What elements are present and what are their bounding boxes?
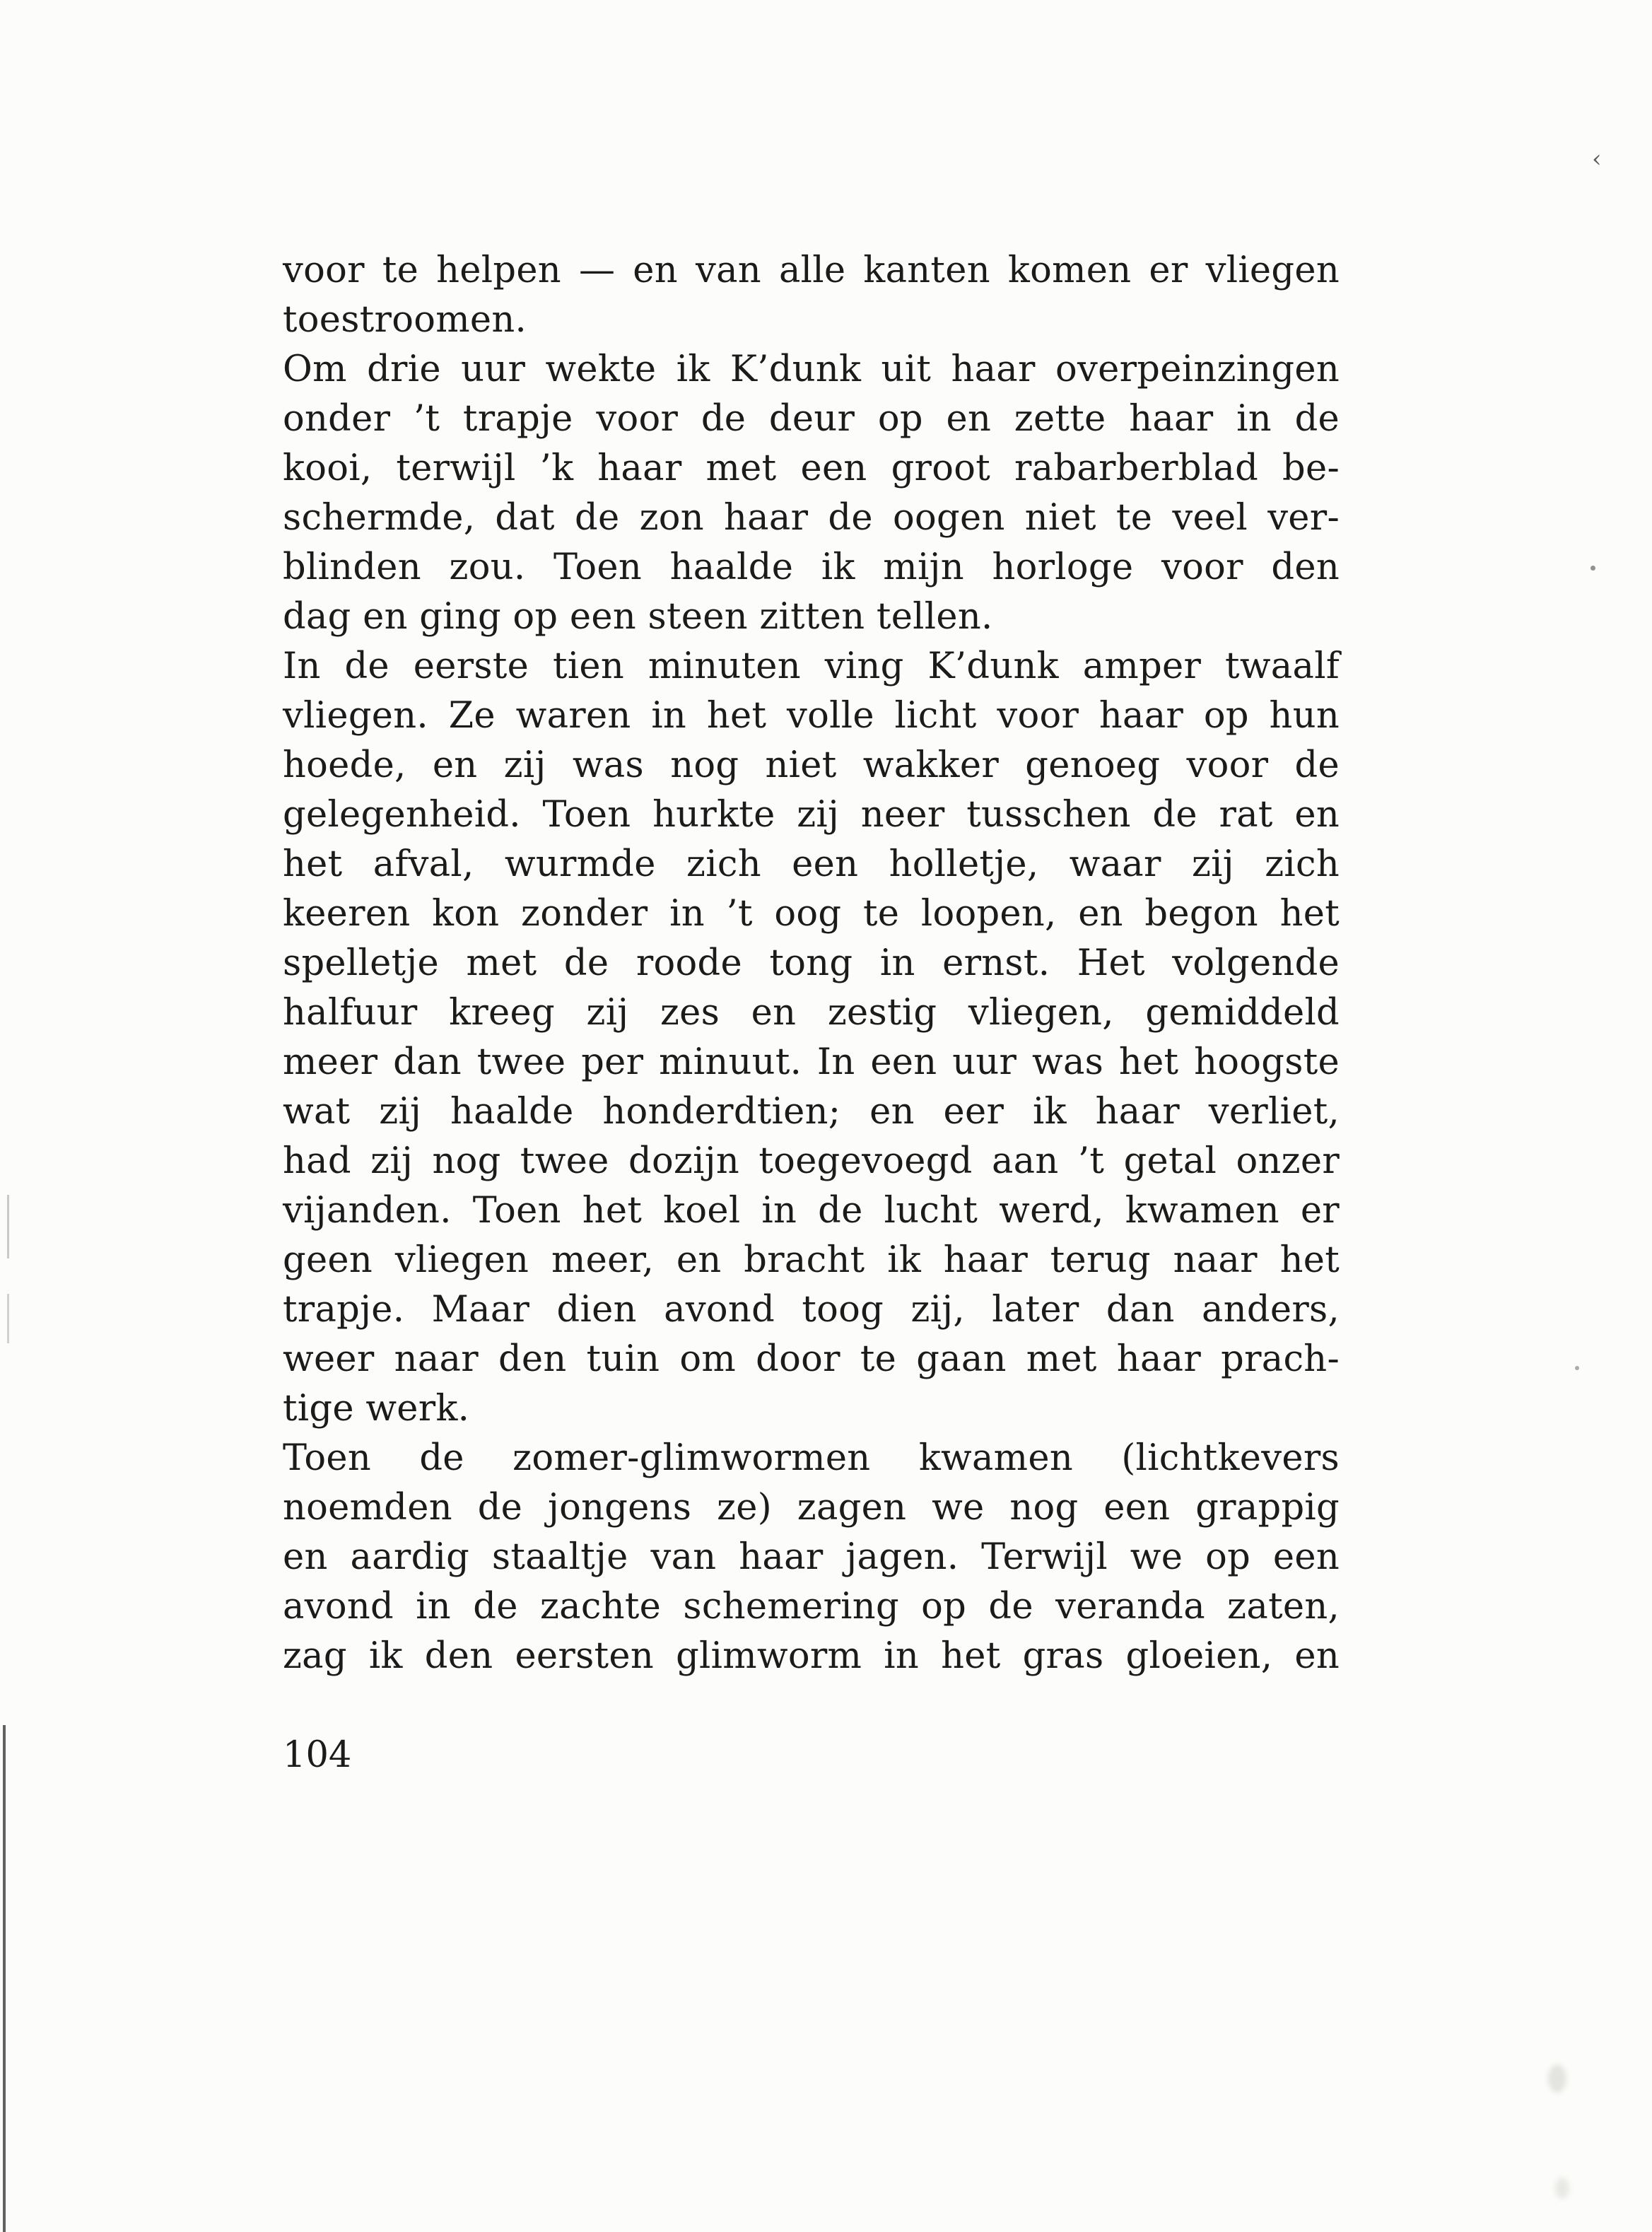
text-line: noemden de jongens ze) zagen we nog een grappig xyxy=(283,1487,1340,1529)
text-line: In de eerste tien minuten ving K’dunk amper twaalf xyxy=(283,645,1340,687)
scan-artifact-smudge xyxy=(1548,2064,1566,2093)
scan-artifact-smudge xyxy=(1555,2178,1569,2199)
text-line: geen vliegen meer, en bracht ik haar terug naar het xyxy=(283,1239,1340,1281)
text-line: tige werk. xyxy=(283,1388,470,1430)
text-line: halfuur kreeg zij zes en zestig vliegen, gemiddeld xyxy=(283,992,1340,1034)
scan-artifact-edge-line xyxy=(3,1725,6,2232)
text-line: keeren kon zonder in ’t oog te loopen, en begon het xyxy=(283,893,1340,935)
text-line: kooi, terwijl ’k haar met een groot rabarberblad be- xyxy=(283,448,1340,489)
text-line: vijanden. Toen het koel in de lucht werd, kwamen er xyxy=(283,1190,1340,1232)
text-line: Om drie uur wekte ik K’dunk uit haar overpeinzingen xyxy=(283,349,1340,390)
text-line: hoede, en zij was nog niet wakker genoeg voor de xyxy=(283,744,1340,786)
text-line: vliegen. Ze waren in het volle licht voor haar op hun xyxy=(283,695,1340,737)
text-line: Toen de zomer-glimwormen kwamen (lichtkevers xyxy=(283,1437,1340,1479)
scan-artifact-dot xyxy=(1575,1366,1579,1370)
text-line: wat zij haalde honderdtien; en eer ik haar verliet, xyxy=(283,1091,1340,1133)
text-line: toestroomen. xyxy=(283,299,527,341)
page-number: 104 xyxy=(283,1734,352,1776)
text-line: gelegenheid. Toen hurkte zij neer tusschen de rat en xyxy=(283,794,1340,836)
text-line: voor te helpen — en van alle kanten komen er vliegen xyxy=(283,250,1340,291)
text-line: en aardig staaltje van haar jagen. Terwijl we op een xyxy=(283,1536,1340,1578)
text-line: schermde, dat de zon haar de oogen niet te veel ver- xyxy=(283,497,1340,539)
text-line: onder ’t trapje voor de deur op en zette haar in de xyxy=(283,398,1340,440)
text-line: meer dan twee per minuut. In een uur was het hoogste xyxy=(283,1041,1340,1083)
text-line: avond in de zachte schemering op de veranda zaten, xyxy=(283,1586,1340,1628)
text-line: had zij nog twee dozijn toegevoegd aan ’t getal onzer xyxy=(283,1140,1340,1182)
text-line: zag ik den eersten glimworm in het gras gloeien, en xyxy=(283,1635,1340,1677)
scan-artifact-edge-line xyxy=(7,1294,9,1343)
text-block xyxy=(283,246,1340,1681)
scan-artifact-edge-line xyxy=(7,1195,9,1258)
text-line: het afval, wurmde zich een holletje, waar zij zich xyxy=(283,843,1340,885)
text-line: spelletje met de roode tong in ernst. Het volgende xyxy=(283,942,1340,984)
text-line: weer naar den tuin om door te gaan met haar prach- xyxy=(283,1338,1340,1380)
scan-artifact-mark: ‹ xyxy=(1592,145,1602,173)
scan-artifact-dot xyxy=(1591,566,1595,571)
text-line: blinden zou. Toen haalde ik mijn horloge voor den xyxy=(283,547,1340,588)
text-line: trapje. Maar dien avond toog zij, later dan anders, xyxy=(283,1289,1340,1331)
text-line: dag en ging op een steen zitten tellen. xyxy=(283,596,993,638)
